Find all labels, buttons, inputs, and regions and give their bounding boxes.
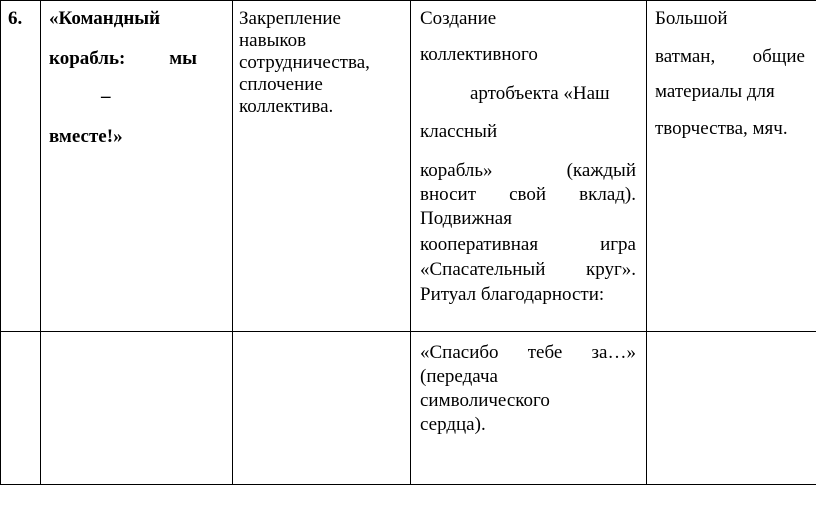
title-word-my: мы — [169, 48, 197, 69]
row2-line-4: сердца). — [420, 414, 486, 435]
content-word-korabl: корабль» — [420, 160, 493, 181]
title-line-3: – — [101, 86, 111, 107]
column-divider-2 — [232, 0, 233, 485]
materials-word-obshchie: общие — [752, 46, 805, 67]
content-line-4: классный — [420, 121, 498, 142]
content-line-1: Создание — [420, 8, 497, 29]
title-line-2 — [49, 48, 197, 70]
goal-line-1: Закрепление — [239, 8, 341, 29]
content-line-2: коллективного — [420, 44, 538, 65]
row2-word-spasibo: «Спасибо — [420, 342, 499, 363]
content-line-9 — [420, 259, 636, 281]
activity-content — [420, 0, 638, 331]
column-divider-3 — [410, 0, 411, 485]
column-divider-4 — [646, 0, 647, 485]
content-word-vnosit: вносит — [420, 184, 477, 205]
content-word-vklad: вклад). — [579, 184, 637, 205]
content-line-6 — [420, 184, 636, 206]
content-line-8 — [420, 234, 636, 256]
row2-content — [420, 342, 638, 436]
row-number-text: 6. — [8, 8, 23, 29]
materials-word-vatman: ватман, — [655, 46, 716, 67]
activity-goals — [239, 8, 404, 118]
content-word-kazhdyi: (каждый — [566, 160, 636, 181]
title-line-4: вместе!» — [49, 126, 123, 147]
materials-line-1: Большой — [655, 8, 728, 29]
content-word-kooperativnaya: кооперативная — [420, 234, 539, 255]
content-word-spasatelnyi: «Спасательный — [420, 259, 546, 280]
content-line-5 — [420, 160, 636, 182]
materials-line-2 — [655, 46, 805, 68]
table-border-top — [0, 0, 816, 1]
row2-line-1 — [420, 342, 636, 364]
content-word-igra: игра — [600, 234, 636, 255]
column-divider-1 — [40, 0, 41, 485]
title-word-korabl: корабль: — [49, 48, 126, 69]
row-number — [8, 8, 38, 30]
row2-line-3: символического — [420, 390, 550, 411]
table-border-left — [0, 0, 1, 485]
content-word-svoi: свой — [509, 184, 547, 205]
row2-line-2: (передача — [420, 366, 498, 387]
goal-line-3: сотрудничества, — [239, 52, 370, 73]
content-line-3: артобъекта «Наш — [470, 83, 610, 104]
row2-word-tebe: тебе — [527, 342, 563, 363]
content-line-7: Подвижная — [420, 208, 512, 229]
row-divider — [0, 331, 816, 332]
content-word-krug: круг». — [585, 259, 636, 280]
table-border-bottom — [0, 484, 816, 485]
row2-word-za: за…» — [591, 342, 636, 363]
materials-line-3: материалы для — [655, 81, 775, 102]
title-line-1: «Командный — [49, 8, 161, 29]
goal-line-5: коллектива. — [239, 96, 334, 117]
goal-line-2: навыков — [239, 30, 307, 51]
content-line-10: Ритуал благодарности: — [420, 284, 605, 305]
materials-line-4: творчества, мяч. — [655, 118, 788, 139]
goal-line-4: сплочение — [239, 74, 323, 95]
